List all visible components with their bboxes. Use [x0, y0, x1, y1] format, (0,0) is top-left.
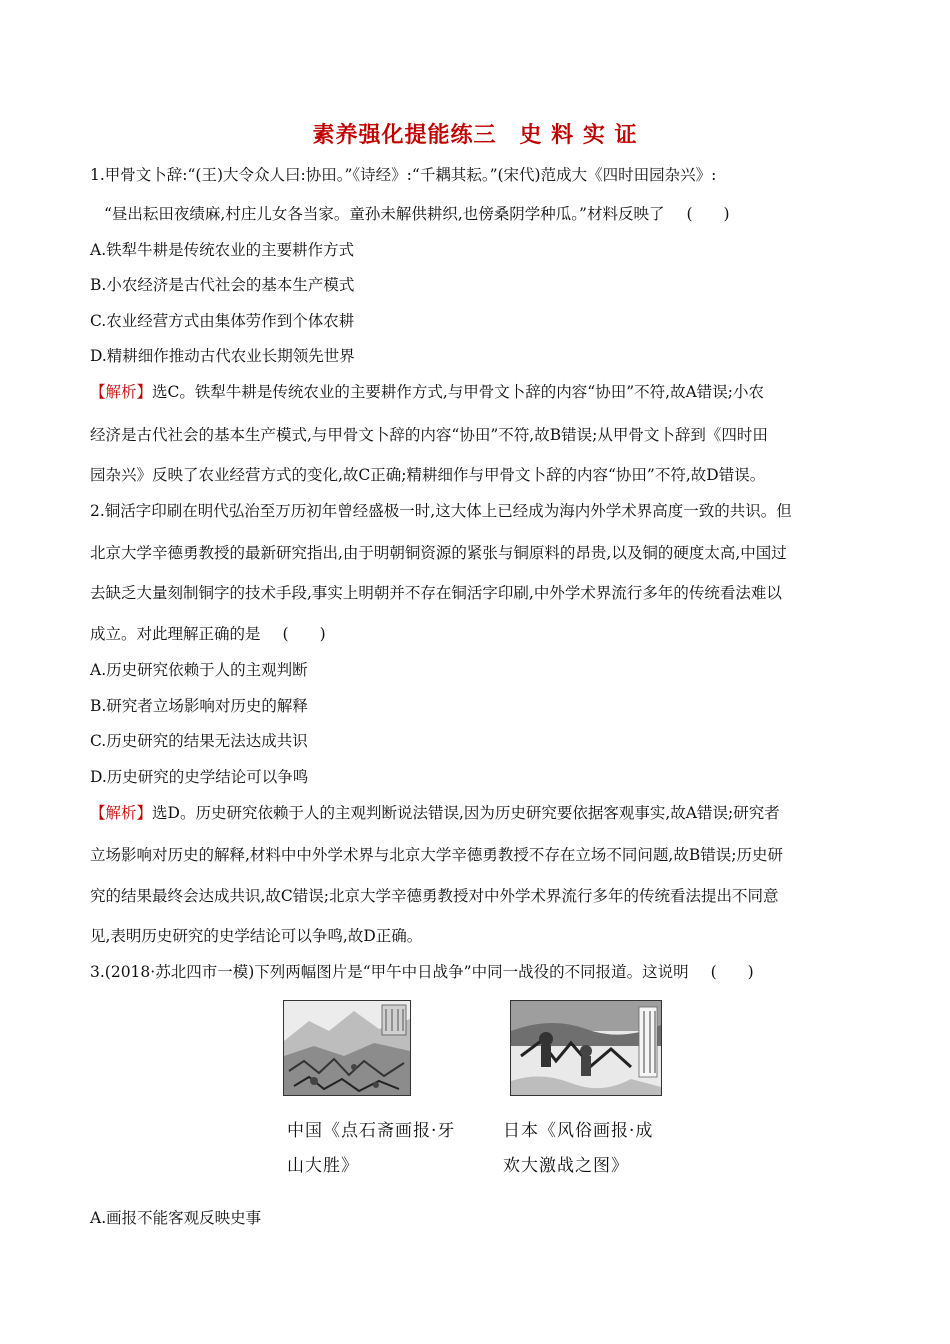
answer-parentheses: ( )	[282, 625, 326, 643]
caption-right-line-1: 日本《风俗画报·成	[503, 1121, 654, 1141]
caption-left-line-2: 山大胜》	[287, 1156, 359, 1176]
question-2-option-b: B.研究者立场影响对历史的解释	[90, 697, 308, 715]
page-title: 素养强化提能练三 史 料 实 证	[312, 123, 638, 148]
explanation-tag: 【解析】	[90, 383, 153, 401]
question-1-stem-line-2	[104, 204, 730, 224]
question-2-stem-line-1: 2.铜活字印刷在明代弘治至万历初年曾经盛极一时,这大体上已经成为海内外学术界高度一致的共识。但	[90, 502, 792, 520]
chinese-pictorial-image	[283, 1000, 411, 1096]
question-2-stem-line-4	[90, 624, 326, 644]
question-2-option-c: C.历史研究的结果无法达成共识	[90, 732, 308, 750]
question-2-explanation-line-4: 见,表明历史研究的史学结论可以争鸣,故D正确。	[90, 927, 423, 945]
question-3-stem-line-1	[90, 962, 754, 982]
question-1-option-c: C.农业经营方式由集体劳作到个体农耕	[90, 312, 355, 330]
question-2-explanation-line-2: 立场影响对历史的解释,材料中中外学术界与北京大学辛德勇教授不存在立场不同问题,故B错误;历史研	[90, 846, 783, 864]
question-2-option-a: A.历史研究依赖于人的主观判断	[90, 661, 308, 679]
japanese-pictorial-drawing	[511, 1001, 661, 1095]
question-1-explanation-line-3: 园杂兴》反映了农业经营方式的变化,故C正确;精耕细作与甲骨文卜辞的内容“协田”不符,故D错误。	[90, 466, 766, 484]
question-2-explanation-line-3: 究的结果最终会达成共识,故C错误;北京大学辛德勇教授对中外学术界流行多年的传统看法提出不同意	[90, 887, 779, 905]
question-1-explanation-line-2: 经济是古代社会的基本生产模式,与甲骨文卜辞的内容“协田”不符,故B错误;从甲骨文卜辞到《四时田	[90, 426, 768, 444]
question-3-stem-text: 3.(2018·苏北四市一模)下列两幅图片是“甲午中日战争”中同一战役的不同报道。这说明	[90, 963, 689, 981]
question-2-explanation-line-1	[90, 803, 780, 823]
question-3-option-a: A.画报不能客观反映史事	[90, 1209, 262, 1227]
answer-parentheses: ( )	[710, 963, 754, 981]
explanation-tag: 【解析】	[90, 804, 153, 822]
question-1-explanation-line-1	[90, 382, 764, 402]
explanation-text: 选D。历史研究依赖于人的主观判断说法错误,因为历史研究要依据客观事实,故A错误;研究者	[152, 804, 780, 822]
japanese-pictorial-image	[510, 1000, 662, 1096]
caption-right-line-2: 欢大激战之图》	[503, 1156, 629, 1176]
question-2-stem-line-2: 北京大学辛德勇教授的最新研究指出,由于明朝铜资源的紧张与铜原料的昂贵,以及铜的硬度太高,中国过	[90, 544, 787, 562]
question-1-option-d: D.精耕细作推动古代农业长期领先世界	[90, 347, 355, 365]
question-1-option-b: B.小农经济是古代社会的基本生产模式	[90, 276, 355, 294]
question-1-stem-line-1: 1.甲骨文卜辞:“(王)大令众人曰:协田。”《诗经》:“千耦其耘。”(宋代)范成大《四时田园杂兴》:	[90, 166, 717, 184]
question-1-stem-text: “昼出耘田夜绩麻,村庄儿女各当家。童孙未解供耕织,也傍桑阴学种瓜。”材料反映了	[104, 205, 665, 223]
question-2-option-d: D.历史研究的史学结论可以争鸣	[90, 768, 309, 786]
explanation-text: 选C。铁犁牛耕是传统农业的主要耕作方式,与甲骨文卜辞的内容“协田”不符,故A错误;小农	[152, 383, 764, 401]
caption-left-line-1: 中国《点石斋画报·牙	[287, 1121, 456, 1141]
question-2-stem-text: 成立。对此理解正确的是	[90, 625, 261, 643]
chinese-pictorial-drawing	[284, 1001, 410, 1095]
question-2-stem-line-3: 去缺乏大量刻制铜字的技术手段,事实上明朝并不存在铜活字印刷,中外学术界流行多年的传统看法难以	[90, 584, 782, 602]
answer-parentheses: ( )	[686, 205, 730, 223]
question-1-option-a: A.铁犁牛耕是传统农业的主要耕作方式	[90, 241, 355, 259]
